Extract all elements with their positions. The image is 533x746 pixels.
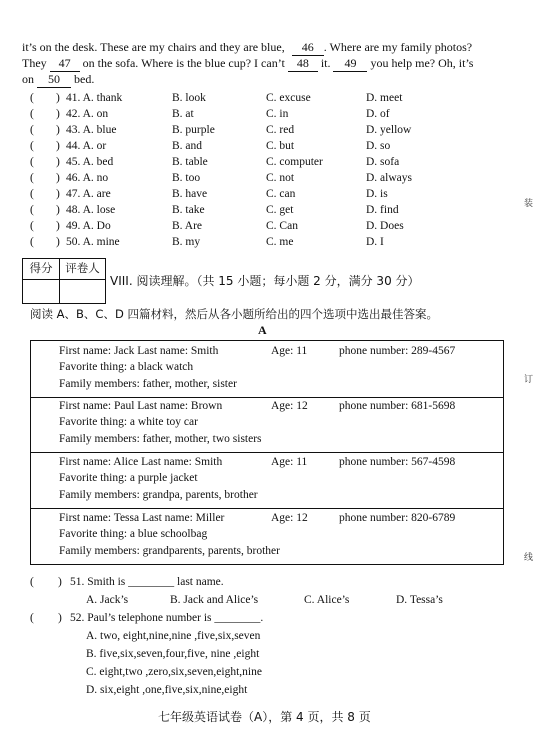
- option-b: B. at: [172, 108, 194, 120]
- option-a: 48. A. lose: [66, 204, 116, 216]
- option-a: 50. A. mine: [66, 236, 120, 248]
- option-b: B. five,six,seven,four,five, nine ,eight: [86, 648, 260, 660]
- profile-card: [30, 396, 504, 453]
- choice-row: [0, 220, 532, 236]
- choice-row: [0, 188, 532, 204]
- blank-48: 48: [288, 56, 318, 72]
- card-line-name: [59, 512, 499, 528]
- choice-row: [0, 124, 532, 140]
- answer-paren-open: (: [30, 156, 34, 168]
- blank-50: 50: [37, 72, 71, 88]
- answer-paren-close: ): [56, 156, 60, 168]
- blank-49: 49: [333, 56, 367, 72]
- option-a: A. two, eight,nine,nine ,five,six,seven: [86, 630, 261, 642]
- option-c: C. red: [266, 124, 295, 136]
- answer-paren-open: (: [30, 172, 34, 184]
- option-c: C. but: [266, 140, 295, 152]
- answer-paren-open: (: [30, 612, 34, 624]
- answer-paren-close: ): [56, 220, 60, 232]
- part-label: A: [258, 323, 267, 337]
- answer-paren-open: (: [30, 204, 34, 216]
- option-c: C. can: [266, 188, 296, 200]
- blank-47: 47: [50, 56, 80, 72]
- option-b: B. too: [172, 172, 201, 184]
- card-age: Age: 12: [271, 512, 308, 524]
- option-c: C. computer: [266, 156, 323, 168]
- passage-text: bed.: [74, 72, 95, 86]
- profile-card: [30, 508, 504, 565]
- option-a: A. Jack’s: [86, 594, 129, 606]
- card-name: First name: Paul Last name: Brown: [59, 400, 223, 412]
- card-line-name: [59, 345, 499, 361]
- option-d: D. sofa: [366, 156, 400, 168]
- choice-row: [0, 92, 532, 108]
- option-d: D. so: [366, 140, 391, 152]
- passage-text: it.: [320, 56, 331, 70]
- answer-paren-close: ): [58, 576, 62, 588]
- option-d: D. I: [366, 236, 384, 248]
- answer-paren-open: (: [30, 124, 34, 136]
- option-c: C. me: [266, 236, 294, 248]
- question-stem: 51. Smith is ________ last name.: [70, 576, 224, 588]
- page-footer: 七年级英语试卷（A），第 4 页，共 8 页: [158, 710, 371, 724]
- answer-paren-close: ): [58, 612, 62, 624]
- answer-paren-open: (: [30, 188, 34, 200]
- question-52: [0, 612, 532, 628]
- passage-line-2: [22, 56, 473, 72]
- answer-paren-close: ): [56, 124, 60, 136]
- answer-paren-open: (: [30, 140, 34, 152]
- card-favorite: Favorite thing: a purple jacket: [59, 472, 198, 484]
- option-b: B. purple: [172, 124, 215, 136]
- option-a: 41. A. thank: [66, 92, 123, 104]
- option-c: C. in: [266, 108, 289, 120]
- option-b: B. take: [172, 204, 205, 216]
- card-phone: phone number: 681-5698: [339, 400, 456, 412]
- score-label: 得分: [23, 259, 59, 280]
- card-family: Family members: grandpa, parents, brother: [59, 489, 258, 501]
- option-b: B. and: [172, 140, 203, 152]
- passage-text: on: [22, 72, 34, 86]
- choice-row: [0, 140, 532, 156]
- option-a: 45. A. bed: [66, 156, 114, 168]
- card-age: Age: 11: [271, 456, 308, 468]
- option-a: 43. A. blue: [66, 124, 117, 136]
- card-favorite: Favorite thing: a blue schoolbag: [59, 528, 208, 540]
- passage-text: on the sofa. Where is the blue cup? I can’t: [82, 56, 285, 70]
- answer-paren-close: ): [56, 172, 60, 184]
- card-family: Family members: father, mother, two sisters: [59, 433, 262, 445]
- answer-paren-close: ): [56, 108, 60, 120]
- option-b: B. my: [172, 236, 201, 248]
- answer-paren-open: (: [30, 236, 34, 248]
- score-box-divider: [59, 259, 60, 303]
- card-age: Age: 11: [271, 345, 308, 357]
- card-name: First name: Alice Last name: Smith: [59, 456, 223, 468]
- blank-46: 46: [292, 40, 324, 56]
- card-family: Family members: grandparents, parents, brother: [59, 545, 280, 557]
- passage-line-3: [22, 72, 94, 88]
- option-c: C. eight,two ,zero,six,seven,eight,nine: [86, 666, 262, 678]
- passage-text: you help me? Oh, it’s: [370, 56, 474, 70]
- choice-row: [0, 236, 532, 252]
- answer-paren-close: ): [56, 92, 60, 104]
- answer-paren-close: ): [56, 204, 60, 216]
- card-favorite: Favorite thing: a black watch: [59, 361, 194, 373]
- option-c: C. not: [266, 172, 295, 184]
- option-a: 42. A. on: [66, 108, 109, 120]
- option-b: B. have: [172, 188, 208, 200]
- option-d: D. is: [366, 188, 388, 200]
- option-a: 47. A. are: [66, 188, 111, 200]
- question-51: [0, 576, 532, 592]
- option-a: 44. A. or: [66, 140, 107, 152]
- card-name: First name: Jack Last name: Smith: [59, 345, 219, 357]
- option-d: D. meet: [366, 92, 403, 104]
- answer-paren-open: (: [30, 576, 34, 588]
- option-c: C. Alice’s: [304, 594, 350, 606]
- answer-paren-close: ): [56, 236, 60, 248]
- choice-row: [0, 172, 532, 188]
- option-b: B. look: [172, 92, 206, 104]
- score-box: [22, 258, 106, 304]
- passage-text: . Where are my family photos?: [323, 40, 473, 54]
- option-b: B. Jack and Alice’s: [170, 594, 259, 606]
- option-d: D. yellow: [366, 124, 412, 136]
- question-51-options: [0, 594, 532, 610]
- question-stem: 52. Paul’s telephone number is ________.: [70, 612, 264, 624]
- option-a: 49. A. Do: [66, 220, 111, 232]
- card-line-name: [59, 400, 499, 416]
- card-age: Age: 12: [271, 400, 308, 412]
- option-b: B. Are: [172, 220, 203, 232]
- card-favorite: Favorite thing: a white toy car: [59, 416, 198, 428]
- option-d: D. six,eight ,one,five,six,nine,eight: [86, 684, 248, 696]
- answer-paren-close: ): [56, 188, 60, 200]
- binding-mark: 装: [524, 198, 533, 208]
- option-d: D. of: [366, 108, 390, 120]
- card-phone: phone number: 820-6789: [339, 512, 456, 524]
- answer-paren-open: (: [30, 220, 34, 232]
- card-phone: phone number: 289-4567: [339, 345, 456, 357]
- card-line-name: [59, 456, 499, 472]
- section-instruction: 阅读 A、B、C、D 四篇材料，然后从各小题所给出的四个选项中选出最佳答案。: [30, 307, 438, 321]
- binding-mark: 线: [524, 552, 533, 562]
- option-d: D. find: [366, 204, 399, 216]
- grader-label: 评卷人: [60, 259, 105, 280]
- passage-text: it’s on the desk. These are my chairs and they are blue,: [22, 40, 285, 54]
- choice-row: [0, 204, 532, 220]
- answer-paren-close: ): [56, 140, 60, 152]
- binding-mark: 订: [524, 374, 533, 384]
- choice-row: [0, 108, 532, 124]
- answer-paren-open: (: [30, 92, 34, 104]
- profile-card: [30, 340, 504, 398]
- option-c: C. Can: [266, 220, 298, 232]
- answer-paren-open: (: [30, 108, 34, 120]
- profile-card: [30, 452, 504, 509]
- choice-row: [0, 156, 532, 172]
- option-c: C. get: [266, 204, 294, 216]
- passage-text: They: [22, 56, 47, 70]
- passage-line-1: [22, 40, 472, 56]
- card-phone: phone number: 567-4598: [339, 456, 456, 468]
- option-d: D. Tessa’s: [396, 594, 443, 606]
- card-family: Family members: father, mother, sister: [59, 378, 237, 390]
- option-b: B. table: [172, 156, 208, 168]
- option-d: D. always: [366, 172, 412, 184]
- option-d: D. Does: [366, 220, 404, 232]
- card-name: First name: Tessa Last name: Miller: [59, 512, 225, 524]
- option-c: C. excuse: [266, 92, 311, 104]
- section-heading: VIII. 阅读理解。（共 15 小题；每小题 2 分，满分 30 分）: [110, 274, 420, 288]
- option-a: 46. A. no: [66, 172, 109, 184]
